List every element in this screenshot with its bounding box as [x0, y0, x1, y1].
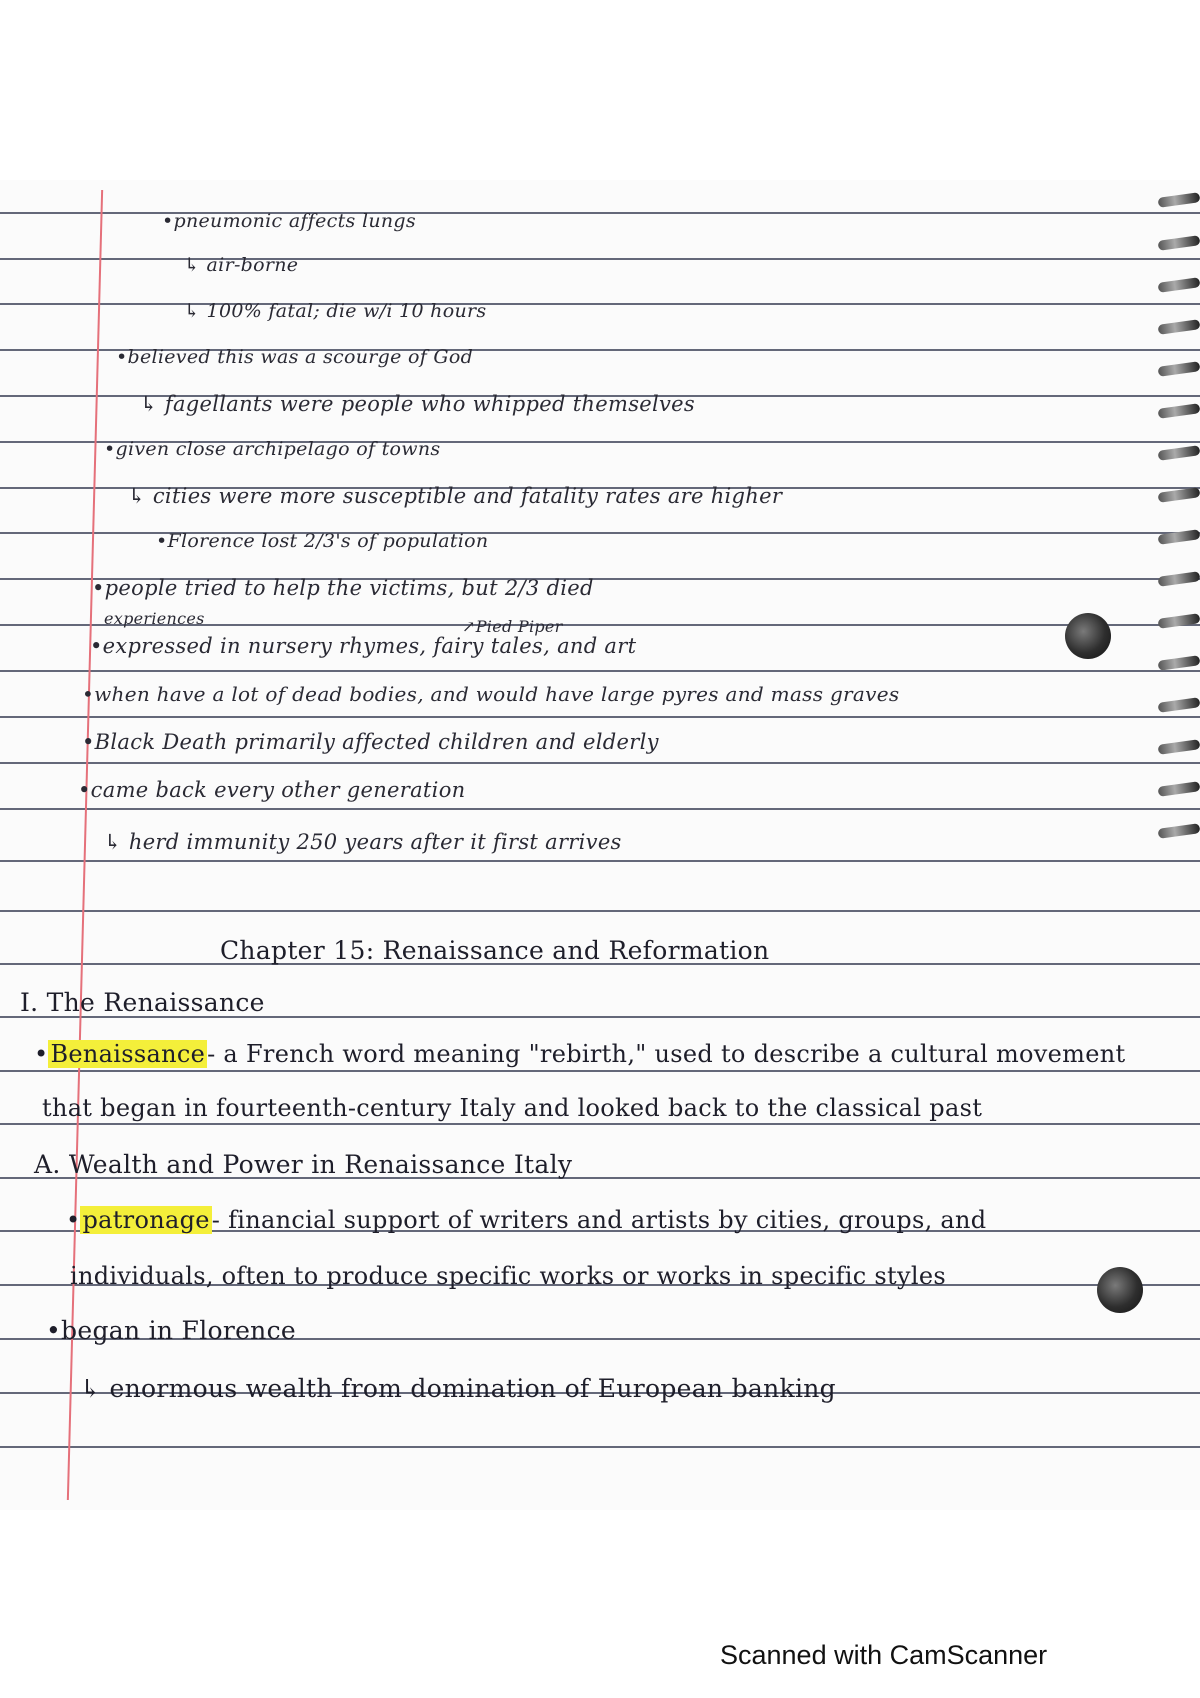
note-line: ↳ 100% fatal; die w/i 10 hours: [184, 300, 487, 322]
annotation-above: experiences: [104, 609, 205, 628]
definition-text: - financial support of writers and artists by cities, groups, and: [211, 1206, 987, 1234]
ruled-line: [0, 762, 1200, 764]
ruled-line: [0, 808, 1200, 810]
definition-line: that began in fourteenth-century Italy and looked back to the classical past: [42, 1094, 983, 1122]
note-line: •Black Death primarily affected children and elderly: [82, 730, 659, 754]
chapter-title: Chapter 15: Renaissance and Reformation: [220, 936, 770, 965]
note-line: •expressed in nursery rhymes, fairy tales, and art: [90, 634, 637, 658]
note-line: •when have a lot of dead bodies, and would have large pyres and mass graves: [82, 682, 900, 706]
note-line: •given close archipelago of towns: [104, 438, 441, 460]
ruled-line: [0, 303, 1200, 305]
subsection-heading: A. Wealth and Power in Renaissance Italy: [34, 1150, 573, 1179]
note-line: ↳ herd immunity 250 years after it first arrives: [104, 830, 622, 854]
ruled-line: [0, 1070, 1200, 1072]
note-line: ↳ air-borne: [184, 254, 299, 276]
note-line: ↳ cities were more susceptible and fatality rates are higher: [128, 484, 783, 508]
note-line: •Florence lost 2/3's of population: [156, 530, 489, 552]
note-line: ↳ enormous wealth from domination of European banking: [80, 1374, 836, 1403]
definition-line: individuals, often to produce specific works or works in specific styles: [70, 1262, 946, 1290]
punch-hole: [1097, 1267, 1143, 1313]
definition-line: •Benaissance- a French word meaning "rebirth," used to describe a cultural movement: [34, 1040, 1126, 1068]
ruled-line: [0, 670, 1200, 672]
annotation-above: ↗Pied Piper: [462, 617, 563, 636]
note-line: •pneumonic affects lungs: [162, 210, 416, 232]
highlighted-term: Benaissance: [50, 1040, 206, 1068]
ruled-line: [0, 258, 1200, 260]
definition-text: - a French word meaning "rebirth," used to describe a cultural movement: [207, 1040, 1126, 1068]
note-line: •came back every other generation: [78, 778, 466, 802]
note-line: •began in Florence: [46, 1316, 296, 1345]
punch-hole: [1065, 613, 1111, 659]
ruled-line: [0, 1123, 1200, 1125]
ruled-line: [0, 910, 1200, 912]
scanner-watermark: Scanned with CamScanner: [720, 1640, 1048, 1670]
ruled-line: [0, 860, 1200, 862]
note-line: ↳ fagellants were people who whipped themselves: [140, 392, 695, 416]
definition-line: •patronage- financial support of writers and artists by cities, groups, and: [66, 1206, 987, 1234]
ruled-line: [0, 716, 1200, 718]
note-line: •believed this was a scourge of God: [116, 346, 474, 368]
note-line: •people tried to help the victims, but 2/3 died: [92, 576, 594, 600]
section-heading: I. The Renaissance: [20, 988, 265, 1017]
highlighted-term: patronage: [82, 1206, 210, 1234]
ruled-line: [0, 1446, 1200, 1448]
